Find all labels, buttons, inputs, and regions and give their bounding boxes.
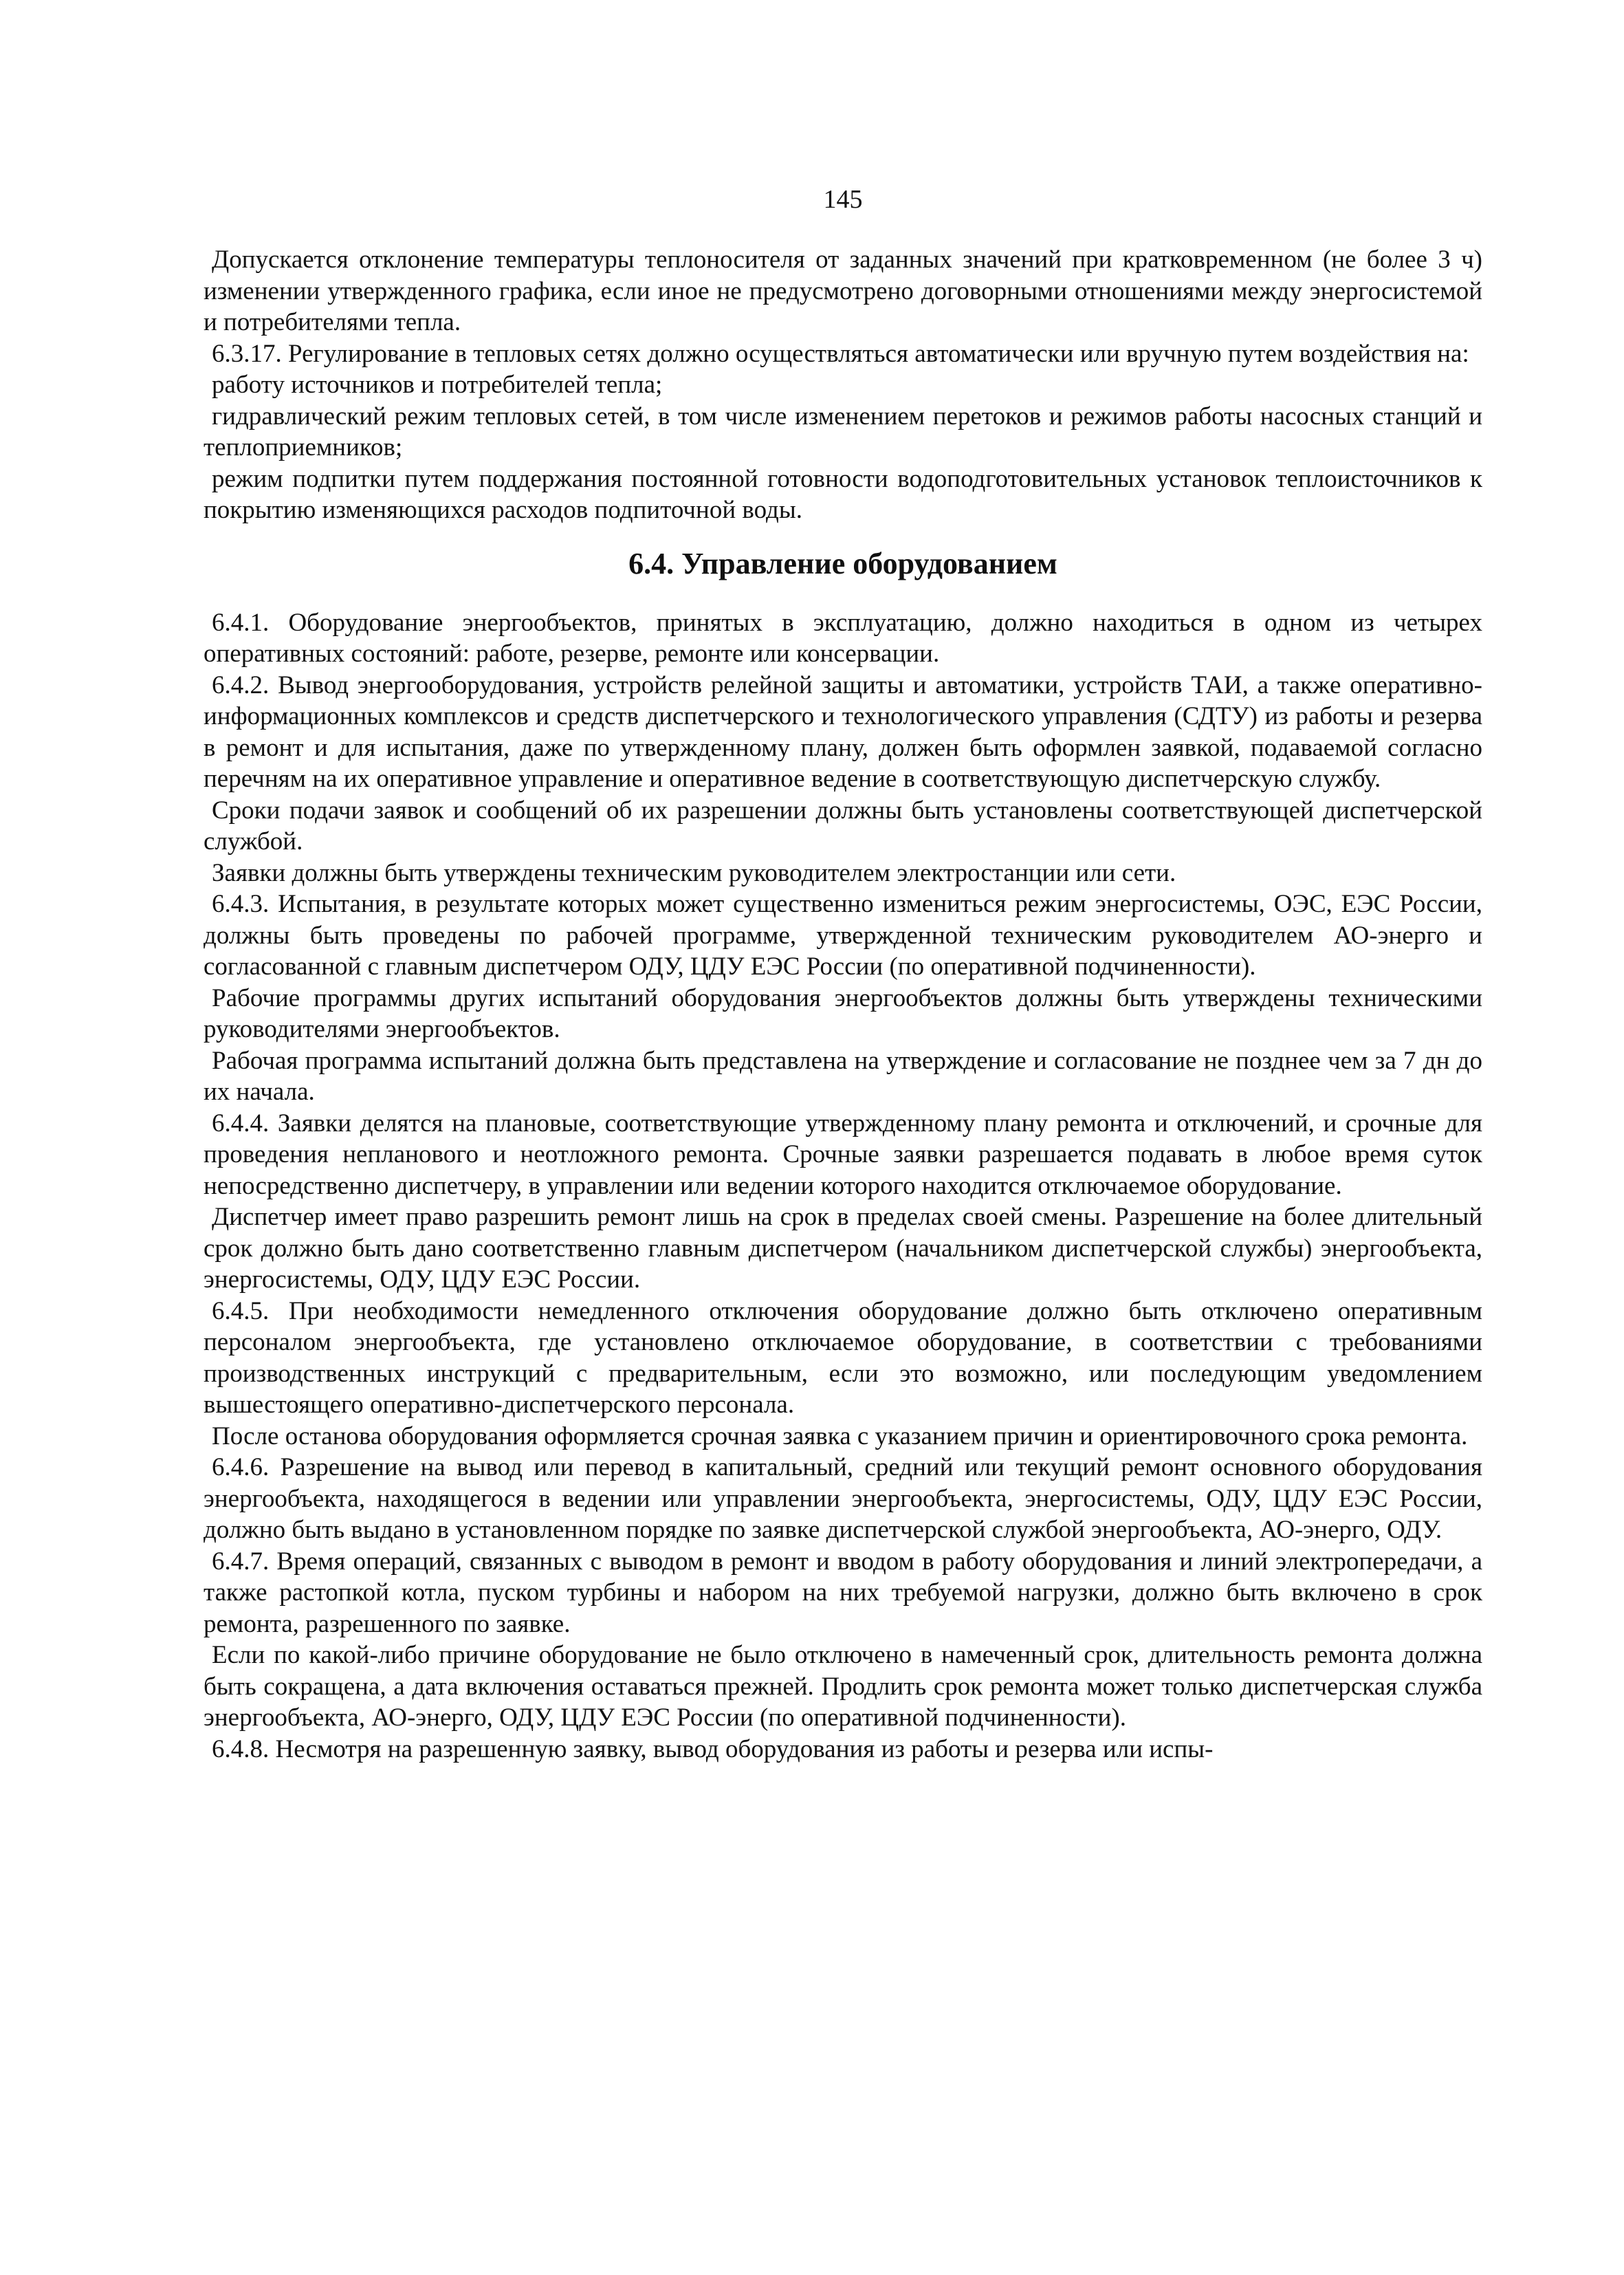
paragraph: режим подпитки путем поддержания постоянной готовности водоподготовительных установок теплоисточников к покрытию изменяющихся расходов подпиточной воды.: [204, 464, 1482, 524]
paragraph: Сроки подачи заявок и сообщений об их разрешении должны быть установлены соответствующей диспетчерской службой.: [204, 796, 1482, 856]
document-page: [204, 186, 1482, 1765]
paragraph: 6.3.17. Регулирование в тепловых сетях должно осуществляться автоматически или вручную путем воздействия на:: [212, 339, 1469, 368]
paragraph: 6.4.8. Несмотря на разрешенную заявку, вывод оборудования из работы и резерва или испы-: [212, 1734, 1214, 1763]
paragraph: Если по какой-либо причине оборудование не было отключено в намеченный срок, длительность ремонта должна быть сокращена, а дата включения оставаться прежней. Продлить срок ремонта может только диспетчерская служба энергообъекта, АО-энерго, ОДУ, ЦДУ ЕЭС России (по оперативной подчиненности).: [204, 1641, 1482, 1732]
paragraph: Диспетчер имеет право разрешить ремонт лишь на срок в пределах своей смены. Разрешение на более длительный срок должно быть дано соответственно главным диспетчером (начальником диспетчерской службы) энергообъекта, энергосистемы, ОДУ, ЦДУ ЕЭС России.: [204, 1203, 1482, 1294]
paragraph: работу источников и потребителей тепла;: [212, 371, 663, 399]
equipment-management-section: [204, 607, 1482, 1765]
paragraph: 6.4.4. Заявки делятся на плановые, соответствующие утвержденному плану ремонта и отключений, и срочные для проведения непланового и неотложного ремонта. Срочные заявки разрешается подавать в любое время суток непосредственно диспетчеру, в управлении или ведении которого находится отключаемое оборудование.: [204, 1109, 1482, 1200]
paragraph: 6.4.1. Оборудование энергообъектов, принятых в эксплуатацию, должно находиться в одном из четырех оперативных состояний: работе, резерве, ремонте или консервации.: [204, 608, 1482, 668]
paragraph: 6.4.6. Разрешение на вывод или перевод в капитальный, средний или текущий ремонт основного оборудования энергообъекта, находящегося в ведении или управлении энергообъекта, энергосистемы, ОДУ, ЦДУ ЕЭС России, должно быть выдано в установленном порядке по заявке диспетчерской службой энергообъекта, АО-энерго, ОДУ.: [204, 1453, 1482, 1544]
paragraph: 6.4.3. Испытания, в результате которых может существенно измениться режим энергосистемы, ОЭС, ЕЭС России, должны быть проведены по рабочей программе, утвержденной техническим руководителем АО-энерго и согласованной с главным диспетчером ОДУ, ЦДУ ЕЭС России (по оперативной подчиненности).: [204, 890, 1482, 981]
paragraph: 6.4.5. При необходимости немедленного отключения оборудование должно быть отключено оперативным персоналом энергообъекта, где установлено отключаемое оборудование, в соответствии с требованиями производственных инструкций с предварительным, если это возможно, или последующим уведомлением вышестоящего оперативно-диспетчерского персонала.: [204, 1296, 1482, 1419]
paragraph: Рабочая программа испытаний должна быть представлена на утверждение и согласование не позднее чем за 7 дн до их начала.: [204, 1046, 1482, 1106]
paragraph: Рабочие программы других испытаний оборудования энергообъектов должны быть утверждены техническими руководителями энергообъектов.: [204, 983, 1482, 1043]
paragraph: гидравлический режим тепловых сетей, в том числе изменением перетоков и режимов работы насосных станций и теплоприемников;: [204, 402, 1482, 461]
paragraph: После останова оборудования оформляется срочная заявка с указанием причин и ориентировочного срока ремонта.: [212, 1422, 1468, 1450]
section-title: 6.4. Управление оборудованием: [628, 546, 1057, 580]
page-number: 145: [823, 185, 863, 214]
paragraph: Допускается отклонение температуры теплоносителя от заданных значений при кратковременном (не более 3 ч) изменении утвержденного графика, если иное не предусмотрено договорными отношениями между энергосистемой и потребителями тепла.: [204, 246, 1482, 336]
intro-section: [204, 244, 1482, 526]
paragraph: 6.4.2. Вывод энергооборудования, устройств релейной защиты и автоматики, устройств ТАИ, а также оперативно-информационных комплексов и средств диспетчерского и технологического управления (СДТУ) из работы и резерва в ремонт и для испытания, даже по утвержденному плану, должен быть оформлен заявкой, подаваемой согласно перечням на их оперативное управление и оперативное ведение в соответствующую диспетчерскую службу.: [204, 671, 1482, 793]
paragraph: 6.4.7. Время операций, связанных с выводом в ремонт и вводом в работу оборудования и линий электропередачи, а также растопкой котла, пуском турбины и набором на них требуемой нагрузки, должно быть включено в срок ремонта, разрешенного по заявке.: [204, 1547, 1482, 1638]
paragraph: Заявки должны быть утверждены техническим руководителем электростанции или сети.: [212, 858, 1176, 887]
